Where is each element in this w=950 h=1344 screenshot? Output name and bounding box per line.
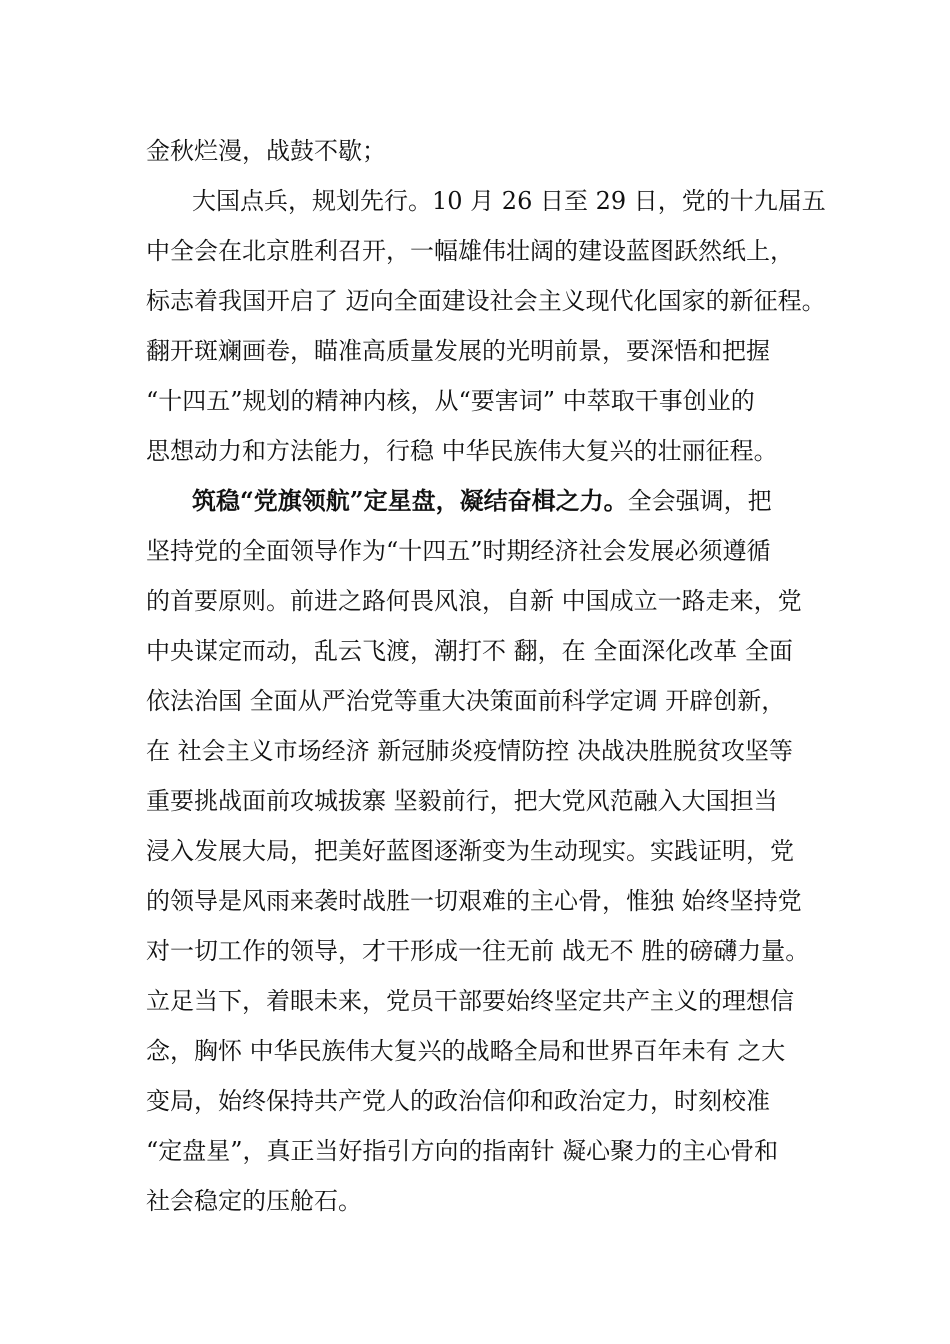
text-line: 翻开斑斓画卷，瞄准高质量发展的光明前景，要深悟和把握 [146, 337, 770, 365]
text-line: 变局，始终保持共产党人的政治信仰和政治定力，时刻校准 [146, 1087, 770, 1115]
text-line: 对一切工作的领导，才干形成一往无前 战无不 胜的磅礴力量。 [146, 937, 810, 965]
text-line: 在 社会主义市场经济 新冠肺炎疫情防控 决战决胜脱贫攻坚等 [146, 737, 793, 765]
text-line: 重要挑战面前攻城拔寨 坚毅前行，把大党风范融入大国担当 [146, 787, 778, 815]
text-line: 坚持党的全面领导作为“十四五”时期经济社会发展必须遵循 [146, 537, 771, 565]
text-line: “定盘星”，真正当好指引方向的指南针 凝心聚力的主心骨和 [146, 1137, 779, 1165]
text-line: 中央谋定而动，乱云飞渡，潮打不 翻，在 全面深化改革 全面 [146, 637, 793, 665]
text-line: 标志着我国开启了 迈向全面建设社会主义现代化国家的新征程。 [146, 287, 826, 315]
section-heading: 筑稳“党旗领航”定星盘，凝结奋楫之力。 [192, 486, 628, 515]
text-line: 立足当下，着眼未来，党员干部要始终坚定共产主义的理想信 [146, 987, 794, 1015]
text-line: 浸入发展大局，把美好蓝图逐渐变为生动现实。实践证明，党 [146, 837, 794, 865]
text-line: 中全会在北京胜利召开，一幅雄伟壮阔的建设蓝图跃然纸上， [146, 237, 794, 265]
text-line: 的首要原则。前进之路何畏风浪，自新 中国成立一路走来，党 [146, 587, 802, 615]
text-line: 社会稳定的压舱石。 [146, 1187, 362, 1215]
heading-continuation: 全会强调，把 [627, 487, 772, 515]
text-line: 依法治国 全面从严治党等重大决策面前科学定调 开辟创新， [146, 687, 786, 715]
text-line: 念，胸怀 中华民族伟大复兴的战略全局和世界百年未有 之大 [146, 1037, 786, 1065]
paragraph-first-line: 大国点兵，规划先行。10 月 26 日至 29 日，党的十九届五 [192, 187, 826, 215]
text-line: “十四五”规划的精神内核，从“要害词” 中萃取干事创业的 [146, 387, 755, 415]
text-line: 的领导是风雨来袭时战胜一切艰难的主心骨，惟独 始终坚持党 [146, 887, 802, 915]
paragraph-first-line [192, 481, 772, 521]
text-line: 思想动力和方法能力，行稳 中华民族伟大复兴的壮丽征程。 [146, 437, 778, 465]
text-line: 金秋烂漫，战鼓不歇； [146, 137, 386, 165]
